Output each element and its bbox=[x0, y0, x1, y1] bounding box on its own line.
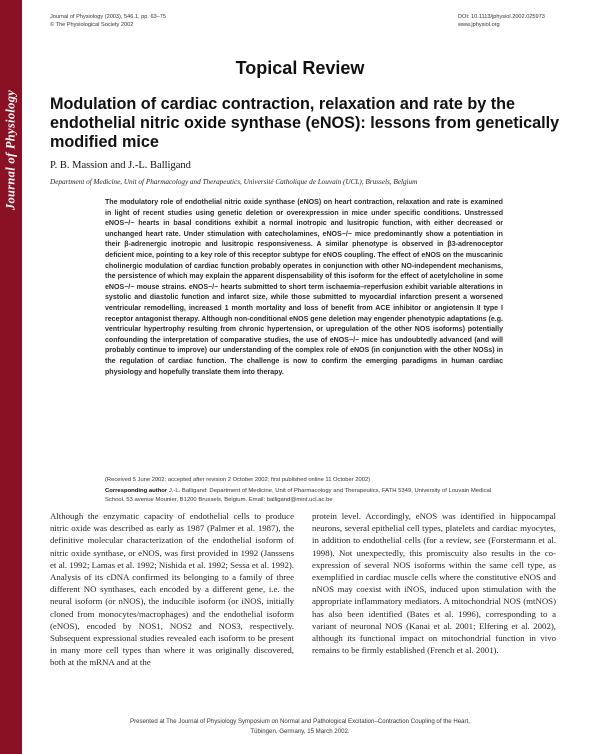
doi: DOI: 10.1113/jphysiol.2002.025973 bbox=[458, 14, 545, 20]
footer-line-2: Tübingen, Germany, 15 March 2002. bbox=[250, 727, 350, 735]
body-column-left: Although the enzymatic capacity of endothelial cells to produce nitric oxide was described as early as 1987 (Palmer et al. 1987), the definitive molecular characterization of the endothelial isoform of nitric oxide synthase, or eNOS, was first provided in 1992 (Janssens et al. 1992; Lamas et al. 1992; Nishida et al. 1992; Sessa et al. 1992). Analysis of its cDNA confirmed its belonging to a family of three different NO synthases, each encoded by a different gene, i.e. the neural isoform (or nNOS), the inducible isoform (or iNOS, initially cloned from monocytes/macrophages) and the endothelial isoform (eNOS), encoded by NOS1, NOS2 and NOS3, respectively. Subsequent expressional studies revealed each isoform to be present in many more cell types than where it was originally discovered, both at the mRNA and at the bbox=[50, 511, 294, 668]
website: www.jphysiol.org bbox=[458, 22, 500, 28]
corresponding-author bbox=[105, 487, 505, 505]
copyright: © The Physiological Society 2002 bbox=[50, 22, 134, 28]
abstract: The modulatory role of endothelial nitric oxide synthase (eNOS) on heart contraction, relaxation and rate is examined in light of recent studies using genetic deletion or overexpression in mice under specific conditions. Unstressed eNOS−/− hearts in basal conditions exhibit a normal inotropic and lusitropic function, with either decreased or unchanged heart rate. Under stimulation with catecholamines, eNOS−/− mice predominantly show a potentiation in their β-adrenergic inotropic and lusitropic responsiveness. A similar phenotype is observed in β3-adrenoceptor deficient mice, pointing to a key role of this receptor subtype for eNOS coupling. The effect of eNOS on the muscarinic cholinergic modulation of cardiac function probably operates in conjunction with other NO-independent mechanisms, the persistence of which may explain the apparent dispensability of this isoform for the effect of acetylcholine in some eNOS−/− mouse strains. eNOS−/− hearts submitted to short term ischaemia–reperfusion exhibit variable alterations in systolic and diastolic function and infarct size, while those submitted to myocardial infarction present a worsened ventricular remodelling, increased 1 month mortality and loss of benefit from ACE inhibitor or angiotensin II type I receptor antagonist therapy. Although non-conditional eNOS gene deletion may engender phenotypic adaptations (e.g. ventricular hypertrophy resulting from chronic hypertension, or upregulation of the other NOS isoforms) potentially confounding the interpretation of comparative studies, the use of eNOS−/− mice has undoubtedly advanced (and will probably continue to improve) our understanding of the complex role of eNOS (in conjunction with the other NOSs) in the regulation of cardiac function. The challenge is now to confirm the emerging paradigms in human cardiac physiology and hopefully translate them into therapy. bbox=[105, 199, 503, 376]
citation: Journal of Physiology (2003), 546.1, pp. 63–75 bbox=[50, 14, 166, 20]
authors: P. B. Massion and J.-L. Balligand bbox=[50, 160, 191, 171]
footer-note bbox=[60, 717, 540, 736]
footer-line-1: Presented at The Journal of Physiology Symposium on Normal and Pathological Excitation–Contraction Coupling of the Heart, bbox=[130, 718, 470, 725]
header-right bbox=[458, 13, 578, 29]
journal-sidebar-label: Journal of Physiology bbox=[3, 89, 18, 211]
header-left bbox=[50, 13, 166, 29]
affiliation: Department of Medicine, Unit of Pharmacology and Therapeutics, Université Catholique de Louvain (UCL), Brussels, Belgium bbox=[50, 178, 418, 186]
section-label: Topical Review bbox=[235, 58, 365, 78]
received-dates: (Received 5 June 2002; accepted after revision 2 October 2002; first published online 11 October 2002) bbox=[105, 477, 371, 483]
corresponding-author-label: Corresponding author bbox=[105, 488, 168, 494]
corresponding-author-text: J.-L. Balligand: Department of Medicine, Unit of Pharmacology and Therapeutics, FATH 5349, University of Louvain Medical School, 53 avenue Mounier, B1200 Brussels, Belgium. Email: balligand@mint.ucl.ac.be bbox=[105, 488, 492, 503]
article-title: Modulation of cardiac contraction, relaxation and rate by the endothelial nitric oxide synthase (eNOS): lessons from genetically modified mice bbox=[50, 95, 560, 151]
body-column-right: protein level. Accordingly, eNOS was identified in hippocampal neurons, several epithelial cell types, platelets and cardiac myocytes, in addition to endothelial cells (for a review, see (Forstermann et al. 1998). Not unexpectedly, this promiscuity also results in the co-expression of several NOS isoforms within the same cell type, as exemplified in cardiac muscle cells where the constitutive eNOS and nNOS may coexist with iNOS, induced upon stimulation with the appropriate inflammatory mediators. A mitochondrial NOS (mtNOS) has also been identified (Bates et al. 1996), corresponding to a variant of neuronal NOS (Kanai et al. 2001; Elfering et al. 2002), although its functional impact on mitochondrial function in vivo remains to be firmly established (French et al. 2001). bbox=[312, 511, 556, 656]
journal-sidebar bbox=[0, 0, 22, 754]
